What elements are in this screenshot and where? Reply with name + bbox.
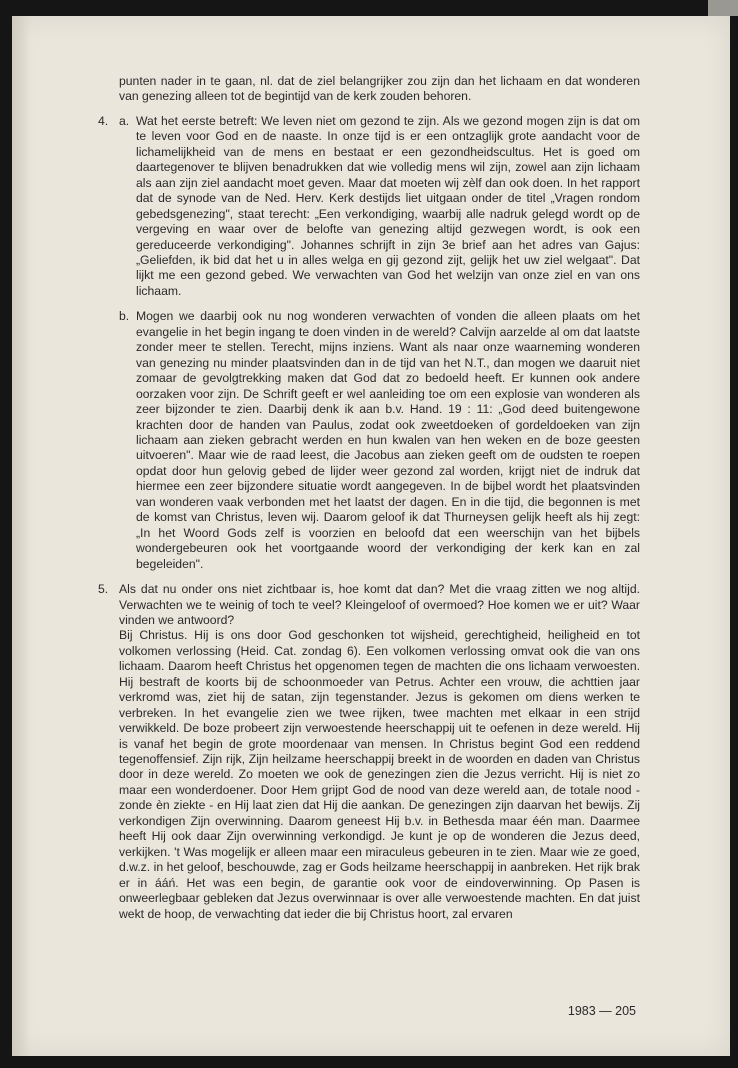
section-5: [92, 582, 640, 922]
section-4b-letter: b.: [119, 309, 130, 324]
page-binding-shadow: [12, 16, 30, 1056]
section-4b: [119, 309, 640, 572]
page-number-footer: 1983 — 205: [567, 1004, 636, 1018]
section-5-paragraph-1: Als dat nu onder ons niet zichtbaar is, hoe komt dat dan? Met die vraag zitten we nog altijd. Verwachten we te weinig of toch te veel? Kleingeloof of overmoed? Hoe komen we er uit? Waar vinden we antwoord?: [119, 582, 640, 627]
section-4a-text: Wat het eerste betreft: We leven niet om gezond te zijn. Als we gezond mogen zijn is dat om te leven voor God en de naaste. In onze tijd is er een ontzaglijk grote aandacht voor de lichamelijkheid van de mens en bestaat er een gezondheidscultus. Het is goed om daartegenover te blijven benadrukken dat wie volledig mens wil zijn, zowel aan zijn lichaam als aan zijn ziel aandacht moet geven. Maar dat moeten wij zèlf dan ook doen. In het rapport dat de synode van de Ned. Herv. Kerk destijds liet uitgaan onder de titel „Vragen rondom gebedsgenezing", staat terecht: „Een verkondiging, waarbij alle nadruk gelegd wordt op de vergeving en waar over de belofte van genezing altijd gezwegen wordt, is ook een gereduceerde verkondiging". Johannes schrijft in zijn 3e brief aan het adres van Gajus: „Geliefden, ik bid dat het u in alles welga en gij gezond zijt, gelijk het uw ziel welgaat". Dat lijkt me een gezond gebed. We verwachten van God het welzijn van onze ziel en van ons lichaam.: [136, 113, 640, 298]
section-5-number: 5.: [98, 582, 109, 597]
section-4a: [119, 114, 640, 299]
scan-bottom-border: [0, 1056, 738, 1068]
section-4-number: 4.: [98, 113, 109, 128]
intro-paragraph: punten nader in te gaan, nl. dat de ziel belangrijker zou zijn dan het lichaam en dat wonderen van genezing alleen tot de begintijd van de kerk zouden behoren.: [119, 74, 640, 104]
section-5-paragraph-2: Bij Christus. Hij is ons door God geschonken tot wijsheid, gerechtigheid, heiligheid en tot volkomen verlossing (Heid. Cat. zondag 6). Een volkomen verlossing omvat ook die van ons lichaam. Daarom heeft Christus het opgenomen tegen de machten die ons lichaam verwoesten. Hij bestraft de koorts bij de schoonmoeder van Petrus. Achter een vrouw, die achttien jaar verkromd was, ziet hij de satan, zijn tegenstander. Jezus is gekomen om diens werken te verbreken. In het evangelie zien we twee rijken, twee machten met elkaar in een strijd verwikkeld. De boze probeert zijn verwoestende heerschappij uit te oefenen in deze wereld. Hij is vanaf het begin de grote moordenaar van mensen. In Christus begint God een reddend tegenoffensief. Zijn rijk, Zijn heilzame heerschappij breekt in de woorden en daden van Christus door in deze wereld. Zo moeten we ook de genezingen zien die Jezus verricht. Hij is niet zo maar een wonderdoener. Door Hem grijpt God de nood van deze wereld aan, de totale nood - zonde èn ziekte - en Hij laat zien dat Hij die aankan. De genezingen zijn daarvan het bewijs. Zij verkondigen Zijn overwinning. Daarom geneest Hij b.v. in Bethesda maar één man. Daarmee heeft Hij ook daar Zijn overwinning verkondigd. Je kunt je op de wonderen die Jezus deed, verkijken. 't Was mogelijk er alleen maar een miraculeus gebeuren in te zien. Maar wie ze goed, d.w.z. in het geloof, beschouwde, zag er Gods heilzame heerschappij in aanbreken. Het rijk brak er in ááń. Het was een begin, de garantie ook voor de eindoverwinning. Op Pasen is onweerlegbaar gebleken dat Jezus overwinnaar is over alle verwoestende machten. En dat juist wekt de hoop, de verwachting dat ieder die bij Christus hoort, zal ervaren: [119, 628, 640, 921]
section-4a-letter: a.: [119, 113, 130, 128]
scan-top-border: [0, 0, 738, 16]
section-4: [92, 114, 640, 572]
scan-corner-strip: [708, 0, 738, 16]
section-4b-text: Mogen we daarbij ook nu nog wonderen verwachten of vonden die alleen plaats om het evangelie in het begin ingang te doen vinden in de wereld? Calvijn aarzelde al om dat laatste zonder meer te stellen. Terecht, mijns inziens. Want als naar onze waarneming wonderen van genezing nu minder plaatsvinden dan in de tijd van het N.T., dan mogen we daaruit niet zomaar de gevolgtrekking maken dat God dat zo bedoeld heeft. Er kunnen ook andere oorzaken voor zijn. De Schrift geeft er wel aanleiding toe om een explosie van wonderen als zeer bijzonder te zien. Daarbij denk ik aan b.v. Hand. 19 : 11: „God deed buitengewone krachten door de handen van Paulus, zodat ook zweetdoeken of gordeldoeken van zijn lichaam aan zieken gebracht werden en hun kwalen van hen weken en de boze geesten uitvoeren". Maar wie de raad leest, die Jacobus aan zieken geeft om de oudsten te roepen opdat door hun gelovig gebed de lijder weer gezond zal worden, krijgt niet de indruk dat hiermee een zeer bijzondere situatie wordt aangegeven. In de bijbel wordt het plaatsvinden van wonderen vaak verbonden met het laatst der dagen. En in die tijd, die begonnen is met de komst van Christus, leven wij. Daarom geloof ik dat Thurneysen gelijk heeft als hij zegt: „In het Woord Gods zelf is voorzien en beloofd dat een weerschijn van het bijbels wondergebeuren ook het voortgaande woord der verkondiging der kerk kan en zal begeleiden".: [136, 309, 640, 571]
body-text: [92, 74, 640, 922]
